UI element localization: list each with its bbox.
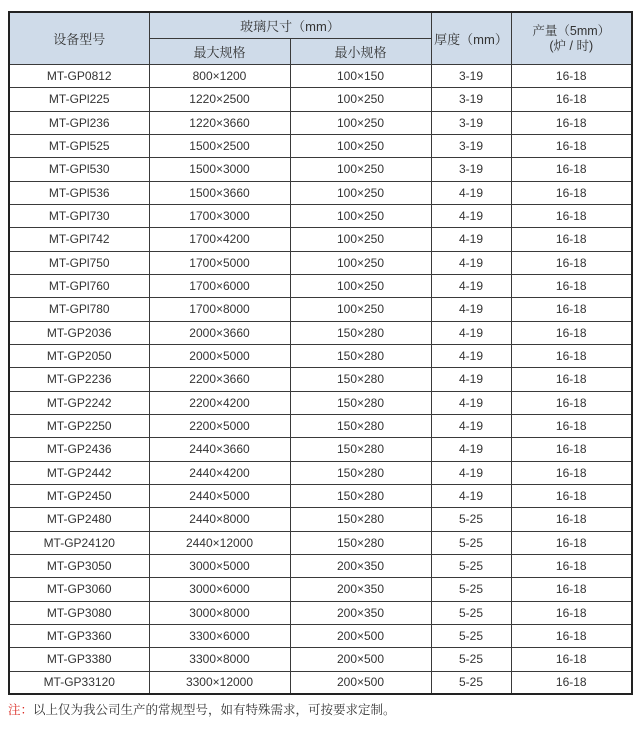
- thickness-cell: 5-25: [431, 601, 511, 624]
- output-cell: 16-18: [511, 111, 632, 134]
- min-spec-cell: 100×250: [290, 88, 431, 111]
- table-row: [9, 321, 632, 344]
- model-cell: MT-GP2480: [9, 508, 149, 531]
- output-cell: 16-18: [511, 414, 632, 437]
- min-spec-cell: 200×500: [290, 648, 431, 671]
- min-spec-cell: 100×250: [290, 228, 431, 251]
- table-row: [9, 111, 632, 134]
- output-cell: 16-18: [511, 578, 632, 601]
- min-spec-cell: 200×350: [290, 578, 431, 601]
- output-cell: 16-18: [511, 531, 632, 554]
- table-body: [9, 65, 632, 695]
- model-cell: MT-GP3360: [9, 624, 149, 647]
- model-cell: MT-GPl536: [9, 181, 149, 204]
- output-cell: 16-18: [511, 321, 632, 344]
- model-cell: MT-GPl750: [9, 251, 149, 274]
- output-cell: 16-18: [511, 601, 632, 624]
- table-row: [9, 461, 632, 484]
- max-spec-cell: 2200×3660: [149, 368, 290, 391]
- max-spec-cell: 2440×3660: [149, 438, 290, 461]
- header-min-spec: 最小规格: [290, 39, 431, 65]
- output-cell: 16-18: [511, 134, 632, 157]
- thickness-cell: 3-19: [431, 134, 511, 157]
- thickness-cell: 4-19: [431, 368, 511, 391]
- min-spec-cell: 100×150: [290, 65, 431, 88]
- table-row: [9, 88, 632, 111]
- output-cell: 16-18: [511, 344, 632, 367]
- model-cell: MT-GP33120: [9, 671, 149, 694]
- footnote-prefix: 注：: [8, 703, 34, 717]
- output-cell: 16-18: [511, 648, 632, 671]
- max-spec-cell: 1500×3660: [149, 181, 290, 204]
- min-spec-cell: 100×250: [290, 251, 431, 274]
- output-cell: 16-18: [511, 274, 632, 297]
- header-output-line2: (炉 / 时): [549, 38, 594, 53]
- table-row: [9, 648, 632, 671]
- table-row: [9, 181, 632, 204]
- max-spec-cell: 2200×4200: [149, 391, 290, 414]
- table-row: [9, 65, 632, 88]
- thickness-cell: 4-19: [431, 391, 511, 414]
- model-cell: MT-GPl225: [9, 88, 149, 111]
- table-row: [9, 368, 632, 391]
- max-spec-cell: 2440×8000: [149, 508, 290, 531]
- min-spec-cell: 100×250: [290, 181, 431, 204]
- footnote-text: 以上仅为我公司生产的常规型号，如有特殊需求，可按要求定制。: [33, 703, 396, 717]
- table-row: [9, 531, 632, 554]
- thickness-cell: 3-19: [431, 88, 511, 111]
- thickness-cell: 5-25: [431, 671, 511, 694]
- max-spec-cell: 3300×6000: [149, 624, 290, 647]
- min-spec-cell: 150×280: [290, 461, 431, 484]
- min-spec-cell: 100×250: [290, 158, 431, 181]
- output-cell: 16-18: [511, 65, 632, 88]
- thickness-cell: 4-19: [431, 438, 511, 461]
- model-cell: MT-GP2242: [9, 391, 149, 414]
- model-cell: MT-GPl780: [9, 298, 149, 321]
- output-cell: 16-18: [511, 438, 632, 461]
- table-row: [9, 228, 632, 251]
- thickness-cell: 4-19: [431, 321, 511, 344]
- thickness-cell: 5-25: [431, 531, 511, 554]
- table-row: [9, 158, 632, 181]
- header-model: 设备型号: [9, 12, 149, 65]
- header-thickness: 厚度（mm）: [431, 12, 511, 65]
- thickness-cell: 5-25: [431, 648, 511, 671]
- model-cell: MT-GP24120: [9, 531, 149, 554]
- table-row: [9, 438, 632, 461]
- table-row: [9, 601, 632, 624]
- max-spec-cell: 1500×2500: [149, 134, 290, 157]
- table-row: [9, 484, 632, 507]
- table-row: [9, 671, 632, 694]
- model-cell: MT-GPl236: [9, 111, 149, 134]
- table-header: [9, 12, 632, 65]
- min-spec-cell: 200×350: [290, 601, 431, 624]
- thickness-cell: 4-19: [431, 414, 511, 437]
- min-spec-cell: 100×250: [290, 111, 431, 134]
- min-spec-cell: 100×250: [290, 274, 431, 297]
- min-spec-cell: 200×350: [290, 554, 431, 577]
- table-row: [9, 274, 632, 297]
- min-spec-cell: 150×280: [290, 368, 431, 391]
- min-spec-cell: 150×280: [290, 391, 431, 414]
- thickness-cell: 4-19: [431, 204, 511, 227]
- thickness-cell: 4-19: [431, 298, 511, 321]
- output-cell: 16-18: [511, 508, 632, 531]
- thickness-cell: 4-19: [431, 181, 511, 204]
- max-spec-cell: 3000×5000: [149, 554, 290, 577]
- header-output: [511, 12, 632, 65]
- min-spec-cell: 100×250: [290, 298, 431, 321]
- thickness-cell: 5-25: [431, 508, 511, 531]
- model-cell: MT-GPl525: [9, 134, 149, 157]
- min-spec-cell: 150×280: [290, 508, 431, 531]
- min-spec-cell: 100×250: [290, 134, 431, 157]
- table-row: [9, 204, 632, 227]
- max-spec-cell: 1700×3000: [149, 204, 290, 227]
- model-cell: MT-GP2050: [9, 344, 149, 367]
- max-spec-cell: 1700×4200: [149, 228, 290, 251]
- equipment-spec-table: [8, 11, 633, 695]
- max-spec-cell: 2440×12000: [149, 531, 290, 554]
- min-spec-cell: 200×500: [290, 671, 431, 694]
- output-cell: 16-18: [511, 88, 632, 111]
- model-cell: MT-GP0812: [9, 65, 149, 88]
- thickness-cell: 4-19: [431, 344, 511, 367]
- model-cell: MT-GPl742: [9, 228, 149, 251]
- max-spec-cell: 800×1200: [149, 65, 290, 88]
- footnote: [8, 703, 628, 718]
- model-cell: MT-GP2236: [9, 368, 149, 391]
- max-spec-cell: 3300×8000: [149, 648, 290, 671]
- thickness-cell: 3-19: [431, 111, 511, 134]
- output-cell: 16-18: [511, 251, 632, 274]
- table-row: [9, 508, 632, 531]
- model-cell: MT-GP3080: [9, 601, 149, 624]
- thickness-cell: 5-25: [431, 578, 511, 601]
- max-spec-cell: 1220×3660: [149, 111, 290, 134]
- thickness-cell: 4-19: [431, 251, 511, 274]
- min-spec-cell: 150×280: [290, 484, 431, 507]
- header-max-spec: 最大规格: [149, 39, 290, 65]
- model-cell: MT-GP2450: [9, 484, 149, 507]
- table-row: [9, 624, 632, 647]
- max-spec-cell: 1500×3000: [149, 158, 290, 181]
- table-row: [9, 391, 632, 414]
- output-cell: 16-18: [511, 671, 632, 694]
- min-spec-cell: 200×500: [290, 624, 431, 647]
- header-row-1: [9, 12, 632, 39]
- model-cell: MT-GPl760: [9, 274, 149, 297]
- max-spec-cell: 1220×2500: [149, 88, 290, 111]
- table-row: [9, 578, 632, 601]
- min-spec-cell: 100×250: [290, 204, 431, 227]
- thickness-cell: 5-25: [431, 624, 511, 647]
- output-cell: 16-18: [511, 461, 632, 484]
- table-row: [9, 344, 632, 367]
- table-row: [9, 554, 632, 577]
- model-cell: MT-GPl730: [9, 204, 149, 227]
- max-spec-cell: 2200×5000: [149, 414, 290, 437]
- output-cell: 16-18: [511, 391, 632, 414]
- thickness-cell: 4-19: [431, 228, 511, 251]
- min-spec-cell: 150×280: [290, 414, 431, 437]
- thickness-cell: 4-19: [431, 461, 511, 484]
- min-spec-cell: 150×280: [290, 531, 431, 554]
- max-spec-cell: 1700×8000: [149, 298, 290, 321]
- output-cell: 16-18: [511, 554, 632, 577]
- min-spec-cell: 150×280: [290, 321, 431, 344]
- max-spec-cell: 2440×4200: [149, 461, 290, 484]
- model-cell: MT-GP2442: [9, 461, 149, 484]
- model-cell: MT-GP2436: [9, 438, 149, 461]
- model-cell: MT-GPl530: [9, 158, 149, 181]
- output-cell: 16-18: [511, 158, 632, 181]
- table-row: [9, 251, 632, 274]
- max-spec-cell: 2000×5000: [149, 344, 290, 367]
- thickness-cell: 5-25: [431, 554, 511, 577]
- output-cell: 16-18: [511, 484, 632, 507]
- max-spec-cell: 1700×5000: [149, 251, 290, 274]
- thickness-cell: 3-19: [431, 158, 511, 181]
- min-spec-cell: 150×280: [290, 438, 431, 461]
- max-spec-cell: 3000×8000: [149, 601, 290, 624]
- output-cell: 16-18: [511, 298, 632, 321]
- thickness-cell: 4-19: [431, 274, 511, 297]
- model-cell: MT-GP2250: [9, 414, 149, 437]
- output-cell: 16-18: [511, 228, 632, 251]
- max-spec-cell: 3300×12000: [149, 671, 290, 694]
- model-cell: MT-GP2036: [9, 321, 149, 344]
- thickness-cell: 4-19: [431, 484, 511, 507]
- output-cell: 16-18: [511, 181, 632, 204]
- table-row: [9, 298, 632, 321]
- max-spec-cell: 3000×6000: [149, 578, 290, 601]
- table-row: [9, 134, 632, 157]
- model-cell: MT-GP3050: [9, 554, 149, 577]
- model-cell: MT-GP3380: [9, 648, 149, 671]
- output-cell: 16-18: [511, 624, 632, 647]
- max-spec-cell: 1700×6000: [149, 274, 290, 297]
- model-cell: MT-GP3060: [9, 578, 149, 601]
- max-spec-cell: 2440×5000: [149, 484, 290, 507]
- output-cell: 16-18: [511, 368, 632, 391]
- min-spec-cell: 150×280: [290, 344, 431, 367]
- table-row: [9, 414, 632, 437]
- max-spec-cell: 2000×3660: [149, 321, 290, 344]
- header-glass-size: 玻璃尺寸（mm）: [149, 12, 431, 39]
- output-cell: 16-18: [511, 204, 632, 227]
- thickness-cell: 3-19: [431, 65, 511, 88]
- header-output-line1: 产量（5mm）: [532, 23, 611, 38]
